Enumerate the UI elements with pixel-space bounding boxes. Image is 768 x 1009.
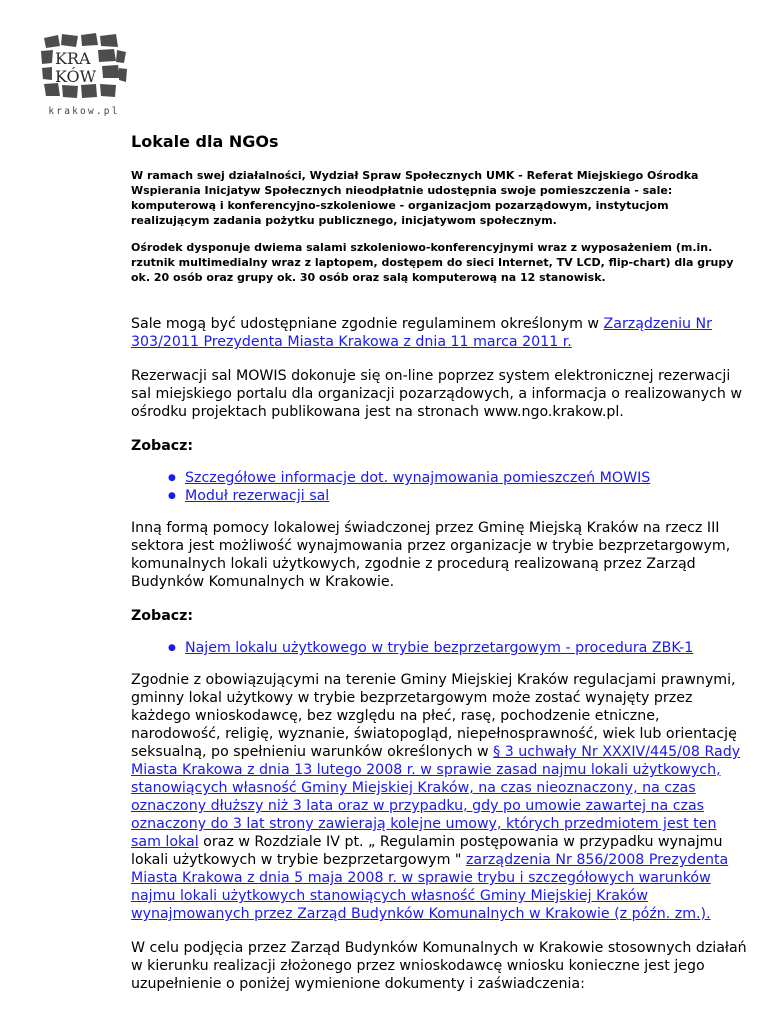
see-also-heading-1: Zobacz: xyxy=(131,438,194,454)
regulation-link[interactable]: Zarządzeniu Nr 303/2011 Prezydenta Miasta Krakowa z dnia 11 marca 2011 r. xyxy=(131,316,712,350)
paragraph-reservation: Rezerwacji sal MOWIS dokonuje się on-line poprzez system elektronicznej rezerwacji sal miejskiego portalu dla organizacji pozarządowych, a informacja o realizowanych w ośrodku projektach publikowana jest na stronach www.ngo.krakow.pl. xyxy=(131,368,742,420)
list-item xyxy=(185,639,747,657)
krakow-emblem-icon xyxy=(38,30,130,106)
svg-text:KÓW: KÓW xyxy=(55,67,97,86)
mowis-info-link[interactable]: Szczegółowe informacje dot. wynajmowania pomieszczeń MOWIS xyxy=(185,470,651,486)
paragraph-documents: W celu podjęcia przez Zarząd Budynków Komunalnych w Krakowie stosownych działań w kierunku realizacji złożonego przez wnioskodawcę wniosku konieczne jest jego uzupełnienie o poniżej wymienione dokumenty i zaświadczenia: xyxy=(131,940,747,992)
legal-text-2: oraz w Rozdziale IV pt. „ Regulamin postępowania w przypadku wynajmu lokali użytkowych w trybie bezprzetargowym " xyxy=(131,834,723,868)
logo-url: krakow.pl xyxy=(48,106,120,117)
list-item xyxy=(185,487,747,505)
ordinance-link[interactable]: zarządzenia Nr 856/2008 Prezydenta Miasta Krakowa z dnia 5 maja 2008 r. w sprawie trybu i szczegółowych warunków najmu lokali użytkowych stanowiących własność Gminy Miejskiej Kraków wynajmowanych przez Zarząd Budynków Komunalnych w Krakowie (z późn. zm.). xyxy=(131,852,729,922)
list-item xyxy=(185,469,747,487)
legal-text-1: Zgodnie z obowiązującymi na terenie Gminy Miejskiej Kraków regulacjami prawnymi, gminny lokal użytkowy w trybie bezprzetargowym może zostać wynajęty przez każdego wnioskodawcę, bez względu na płeć, rasę, pochodzenie etniczne, narodowość, religię, wyznanie, światopogląd, niepełnosprawność, wiek lub orientację seksualną, po spełnieniu warunków określonych w xyxy=(131,672,737,760)
see-also-list-2 xyxy=(131,639,747,657)
paragraph-regulations xyxy=(131,315,747,351)
paragraph-legal xyxy=(131,671,747,923)
see-also-list-1 xyxy=(131,469,747,505)
krakow-logo xyxy=(38,30,130,126)
resolution-link[interactable]: § 3 uchwały Nr XXXIV/445/08 Rady Miasta Krakowa z dnia 13 lutego 2008 r. w sprawie zasad najmu lokali użytkowych, stanowiących własność Gminy Miejskiej Kraków, na czas nieoznaczony, na czas oznaczony dłuższy niż 3 lata oraz w przypadku, gdy po umowie zawartej na czas oznaczony do 3 lat strony zawierają kolejne umowy, których przedmiotem jest ten sam lokal xyxy=(131,744,741,850)
paragraph-rental: Inną formą pomocy lokalowej świadczonej przez Gminę Miejską Kraków na rzecz III sektora jest możliwość wynajmowania przez organizacje w trybie bezprzetargowym, komunalnych lokali użytkowych, zgodnie z procedurą realizowaną przez Zarząd Budynków Komunalnych w Krakowie. xyxy=(131,520,731,590)
main-content xyxy=(131,132,747,1009)
zbk-procedure-link[interactable]: Najem lokalu użytkowego w trybie bezprzetargowym - procedura ZBK-1 xyxy=(185,640,694,656)
paragraph-regulations-text: Sale mogą być udostępniane zgodnie regulaminem określonym w xyxy=(131,316,604,332)
svg-text:KRA: KRA xyxy=(55,49,91,68)
intro-paragraph-1: W ramach swej działalności, Wydział Spraw Społecznych UMK - Referat Miejskiego Ośrodka Wspierania Inicjatyw Społecznych nieodpłatnie udostępnia swoje pomieszczenia - sale: komputerową i konferencyjno-szkoleniowe - organizacjom pozarządowym, instytucjom realizującym zadania pożytku publicznego, inicjatywom społecznym. xyxy=(131,169,699,227)
see-also-heading-2: Zobacz: xyxy=(131,608,194,624)
page-title: Lokale dla NGOs xyxy=(131,132,279,151)
intro-paragraph-2: Ośrodek dysponuje dwiema salami szkoleniowo-konferencyjnymi wraz z wyposażeniem (m.in. rzutnik multimedialny wraz z laptopem, dostępem do sieci Internet, TV LCD, flip-chart) dla grupy ok. 20 osób oraz grupy ok. 30 osób oraz salą komputerową na 12 stanowisk. xyxy=(131,241,734,284)
room-booking-link[interactable]: Moduł rezerwacji sal xyxy=(185,488,330,504)
